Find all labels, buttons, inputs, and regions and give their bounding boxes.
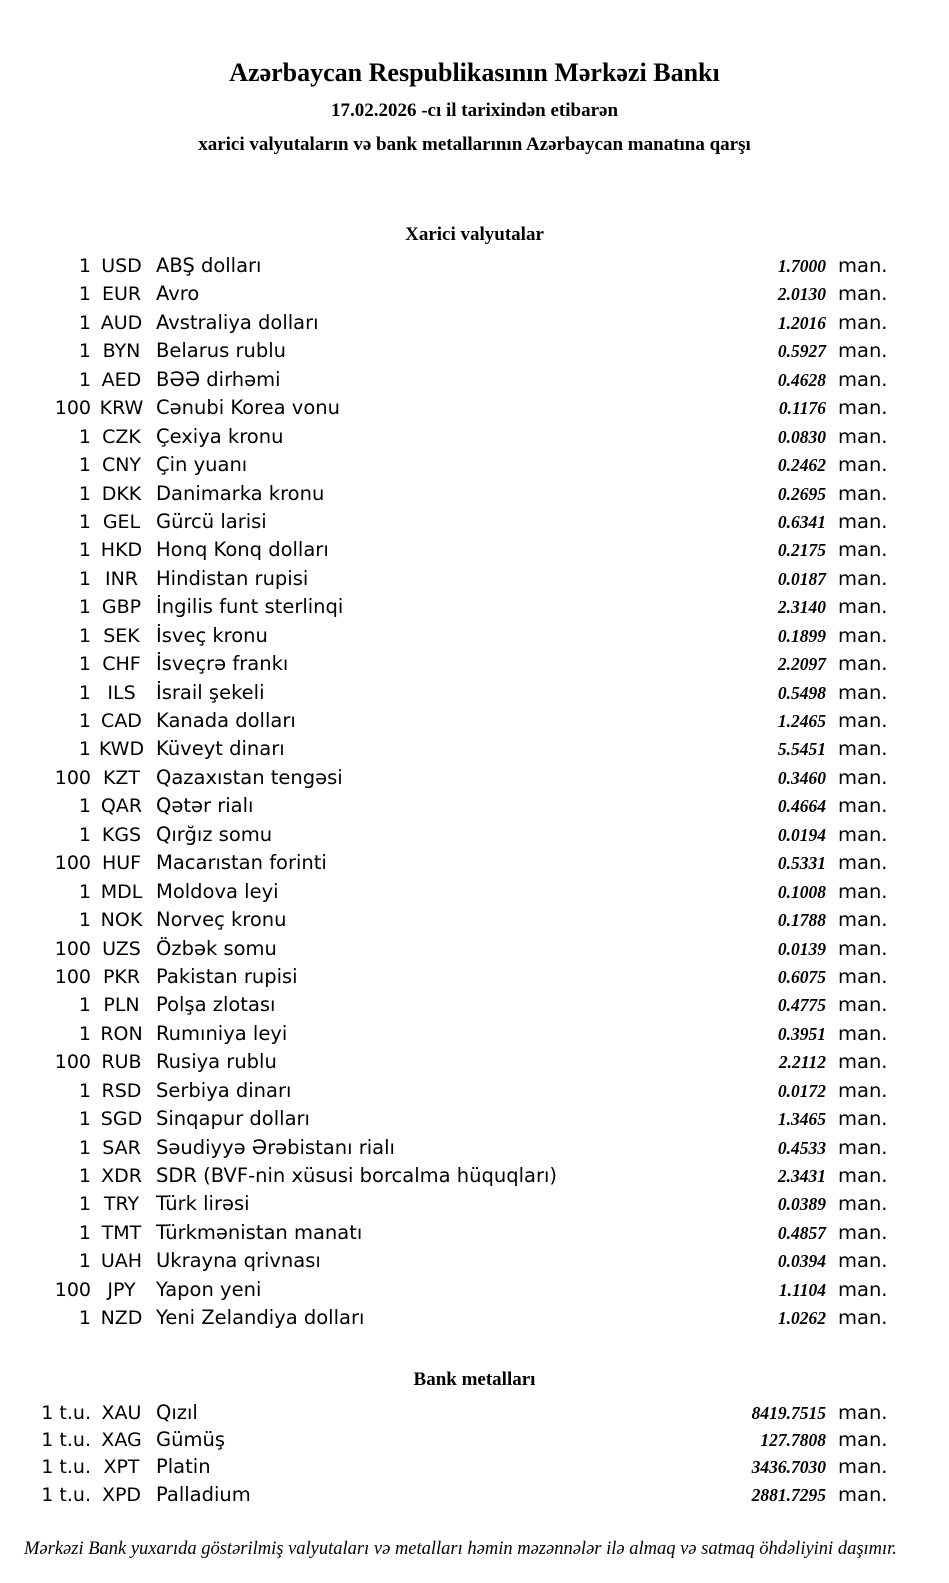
currency-quantity: 1 [78, 482, 91, 505]
currency-quantity: 1 [78, 255, 91, 277]
currency-row [0, 1162, 949, 1190]
currency-code: DKK [101, 482, 142, 505]
currency-unit-label: man. [838, 566, 888, 590]
currency-rate: 0.0139 [777, 938, 826, 959]
currency-rate: 0.0394 [777, 1251, 826, 1272]
metal-name: Palladium [156, 1482, 251, 1506]
currency-name: Qətər rialı [156, 794, 254, 818]
currency-unit-label: man. [838, 1192, 888, 1216]
currency-rate: 2.2112 [778, 1052, 826, 1073]
currency-code: BYN [102, 340, 141, 363]
currency-name: Çexiya kronu [156, 424, 284, 448]
currency-row [0, 650, 949, 678]
currency-name: Türk lirəsi [156, 1192, 250, 1216]
currency-code: UAH [100, 1250, 143, 1273]
currency-rate: 0.4857 [777, 1222, 826, 1243]
metal-code: XAG [101, 1429, 142, 1452]
currency-unit-label: man. [838, 424, 888, 448]
currency-name: Hindistan rupisi [156, 566, 309, 590]
currency-row [0, 878, 949, 906]
currency-name: Belarus rublu [156, 339, 287, 363]
metal-code: XAU [101, 1402, 142, 1424]
currency-name: Rumıniya leyi [156, 1021, 288, 1045]
currency-row [0, 480, 949, 508]
currency-quantity: 1 [78, 567, 91, 590]
currency-rate: 0.2462 [777, 455, 826, 476]
currency-quantity: 1 [78, 738, 91, 761]
currency-quantity: 1 [78, 880, 91, 903]
currency-row [0, 821, 949, 849]
currency-row [0, 1219, 949, 1247]
effective-date-line: 17.02.2026 -cı il tarixindən etibarən [330, 100, 619, 121]
currency-name: Norveç kronu [156, 908, 287, 932]
page-title: Azərbaycan Respublikasının Mərkəzi Bankı [229, 58, 720, 87]
metal-rate: 127.7808 [760, 1430, 826, 1451]
currency-quantity: 100 [54, 937, 91, 960]
currency-unit-label: man. [838, 1107, 888, 1131]
metal-quantity: 1 t.u. [41, 1429, 91, 1452]
disclaimer-text: Mərkəzi Bank yuxarıda göstərilmiş valyutaları və metalları həmin məzənnələr ilə almaq və satmaq öhdəliyini daşımır. [24, 1539, 897, 1559]
currency-code: PKR [102, 965, 141, 988]
currency-unit-label: man. [838, 509, 888, 533]
currency-rate: 1.2016 [777, 312, 826, 333]
currency-name: Küveyt dinarı [156, 737, 285, 761]
currency-code: HUF [101, 852, 142, 875]
currency-quantity: 1 [78, 624, 91, 647]
currency-row [0, 764, 949, 792]
currency-unit-label: man. [838, 1220, 888, 1244]
page-subtitle: xarici valyutaların və bank metallarının Azərbaycan manatına qarşı [198, 134, 751, 155]
currency-quantity: 100 [54, 1278, 91, 1301]
currency-rate: 0.0830 [777, 426, 826, 447]
currency-unit-label: man. [838, 908, 888, 932]
currency-name: Serbiya dinarı [156, 1078, 292, 1102]
currency-name: Rusiya rublu [156, 1050, 277, 1074]
currency-unit-label: man. [838, 1050, 888, 1074]
metal-row [0, 1453, 949, 1480]
currency-code: CAD [101, 710, 142, 732]
currency-name: Honq Konq dolları [156, 538, 329, 562]
currency-row [0, 508, 949, 536]
currency-row [0, 735, 949, 763]
currency-quantity: 1 [78, 510, 91, 533]
currency-quantity: 1 [78, 823, 91, 846]
currency-unit-label: man. [838, 794, 888, 818]
currency-code: SAR [102, 1136, 141, 1159]
currency-name: Polşa zlotası [156, 993, 276, 1017]
currency-unit-label: man. [838, 481, 888, 505]
currency-code: XDR [101, 1165, 142, 1187]
currency-code: RUB [101, 1051, 142, 1074]
currency-code: RON [100, 1022, 143, 1045]
currency-unit-label: man. [838, 1249, 888, 1273]
currency-row [0, 593, 949, 621]
currency-name: ABŞ dolları [156, 254, 262, 277]
currency-rate: 1.2465 [777, 711, 826, 731]
currency-name: İngilis funt sterlinqi [156, 595, 344, 619]
currency-row [0, 1276, 949, 1304]
currency-quantity: 1 [78, 681, 91, 704]
currency-quantity: 1 [78, 653, 91, 676]
currency-name: Macarıstan forinti [156, 851, 327, 875]
currency-row [0, 792, 949, 820]
currency-code: RSD [101, 1079, 142, 1102]
currency-name: SDR (BVF-nin xüsusi borcalma hüquqları) [156, 1164, 558, 1187]
currency-row [0, 337, 949, 365]
currency-quantity: 1 [78, 1136, 91, 1159]
currency-unit-label: man. [838, 1164, 888, 1187]
currency-row [0, 1134, 949, 1162]
currency-name: Qazaxıstan tengəsi [156, 765, 343, 789]
currency-unit-label: man. [838, 964, 888, 988]
currency-row [0, 622, 949, 650]
currency-rate: 2.0130 [777, 284, 826, 305]
currency-row [0, 423, 949, 451]
currency-rate: 0.1176 [778, 398, 826, 419]
currency-rate: 0.0194 [777, 824, 826, 845]
currency-row [0, 1077, 949, 1105]
currency-rate: 0.1008 [777, 881, 826, 902]
currency-unit-label: man. [838, 822, 888, 846]
currency-row [0, 1020, 949, 1048]
currency-quantity: 1 [78, 283, 91, 306]
currency-name: Səudiyyə Ərəbistanı rialı [156, 1135, 395, 1159]
currency-quantity: 1 [78, 1307, 91, 1330]
currency-rate: 0.4628 [777, 369, 826, 390]
metal-row [0, 1399, 949, 1426]
currency-code: EUR [101, 283, 142, 306]
currency-code: SEK [103, 624, 140, 647]
currency-quantity: 1 [78, 909, 91, 932]
currency-quantity: 1 [78, 454, 91, 477]
currency-name: Kanada dolları [156, 709, 296, 732]
metal-name: Gümüş [156, 1428, 225, 1452]
currency-quantity: 1 [78, 795, 91, 818]
currency-quantity: 1 [78, 425, 91, 448]
currency-rate: 2.2097 [777, 654, 826, 675]
currency-row [0, 366, 949, 394]
currency-code: GEL [102, 510, 141, 533]
currency-row [0, 565, 949, 593]
currency-rate: 1.3465 [777, 1109, 826, 1130]
metal-rate: 3436.7030 [751, 1457, 826, 1478]
currency-quantity: 1 [78, 1221, 91, 1244]
currency-unit-label: man. [838, 623, 888, 647]
currency-unit-label: man. [838, 1021, 888, 1045]
metal-unit-label: man. [838, 1401, 888, 1424]
currency-code: HKD [100, 539, 143, 562]
currency-unit-label: man. [838, 709, 888, 732]
currency-row [0, 280, 949, 308]
currency-code: NZD [100, 1307, 143, 1330]
currency-rate: 2.3431 [777, 1166, 826, 1186]
currency-quantity: 1 [78, 1193, 91, 1216]
currency-row [0, 252, 949, 280]
currency-quantity: 100 [54, 766, 91, 789]
currency-unit-label: man. [838, 282, 888, 306]
currency-rate: 2.3140 [777, 597, 826, 618]
currency-unit-label: man. [838, 851, 888, 875]
currency-rate: 0.1899 [777, 625, 826, 646]
currency-unit-label: man. [838, 453, 888, 477]
currency-unit-label: man. [838, 936, 888, 960]
currency-rate: 1.0262 [777, 1308, 826, 1329]
currency-rate: 0.5498 [777, 682, 826, 703]
metal-code: XPD [101, 1483, 142, 1506]
currency-quantity: 1 [78, 1079, 91, 1102]
currency-row [0, 963, 949, 991]
currency-name: İsveç kronu [156, 623, 268, 647]
currency-name: Avro [156, 282, 200, 306]
currency-unit-label: man. [838, 1135, 888, 1159]
currency-rate: 0.0389 [777, 1194, 826, 1215]
currency-code: INR [104, 567, 139, 590]
currency-code: TRY [103, 1193, 140, 1216]
currency-name: Yapon yeni [156, 1277, 262, 1301]
currency-name: Avstraliya dolları [156, 310, 319, 334]
currency-row [0, 1304, 949, 1332]
currency-row [0, 309, 949, 337]
metal-quantity: 1 t.u. [41, 1483, 91, 1506]
currency-row [0, 849, 949, 877]
currency-code: CZK [102, 425, 141, 448]
currency-code: KWD [98, 738, 145, 761]
currency-quantity: 1 [78, 994, 91, 1017]
currency-quantity: 100 [54, 397, 91, 420]
currency-rate: 0.4533 [777, 1137, 826, 1158]
currency-unit-label: man. [838, 652, 888, 676]
currency-name: Cənubi Korea vonu [156, 396, 340, 420]
currency-unit-label: man. [838, 396, 888, 420]
currency-rate: 0.4664 [777, 796, 826, 817]
currency-code: MDL [100, 880, 143, 903]
currency-name: Danimarka kronu [156, 481, 325, 505]
currency-quantity: 1 [78, 1022, 91, 1045]
currency-unit-label: man. [838, 1306, 888, 1330]
metal-code: XPT [103, 1456, 140, 1479]
currency-name: Sinqapur dolları [156, 1107, 310, 1131]
currency-code: AED [101, 368, 142, 391]
currency-name: Qırğız somu [156, 822, 273, 846]
currency-rate: 0.4775 [777, 995, 826, 1016]
currency-name: İsrail şekeli [156, 680, 265, 704]
currency-quantity: 100 [54, 1051, 91, 1074]
metal-rate: 2881.7295 [751, 1484, 826, 1505]
currency-rate: 5.5451 [777, 739, 826, 760]
currency-code: AUD [100, 311, 143, 334]
currency-row [0, 1190, 949, 1218]
metals-section-title: Bank metalları [413, 1369, 536, 1390]
currency-rate: 0.2175 [777, 540, 826, 561]
currency-quantity: 1 [78, 311, 91, 334]
currency-quantity: 100 [54, 965, 91, 988]
currency-rate: 1.1104 [778, 1279, 826, 1300]
currency-name: Moldova leyi [156, 879, 279, 903]
currency-rate: 0.6341 [777, 511, 826, 532]
currency-quantity: 1 [78, 539, 91, 562]
currencies-section-title: Xarici valyutalar [405, 224, 544, 245]
currency-name: İsveçrə frankı [156, 652, 289, 676]
currency-row [0, 394, 949, 422]
currency-quantity: 1 [78, 1165, 91, 1187]
currency-row [0, 991, 949, 1019]
currency-rate: 0.2695 [777, 483, 826, 504]
currency-name: Ukrayna qrivnası [156, 1249, 321, 1273]
currency-code: KZT [102, 766, 141, 789]
currency-unit-label: man. [838, 1277, 888, 1301]
currency-row [0, 679, 949, 707]
currency-row [0, 1105, 949, 1133]
currency-code: UZS [102, 937, 141, 960]
currency-unit-label: man. [838, 595, 888, 619]
currency-unit-label: man. [838, 737, 888, 761]
currencies-table [0, 252, 949, 1333]
currency-name: BƏƏ dirhəmi [156, 367, 281, 391]
currency-name: Pakistan rupisi [156, 964, 298, 988]
currency-rate: 0.3460 [777, 767, 826, 788]
currency-quantity: 1 [78, 1250, 91, 1273]
currency-unit-label: man. [838, 993, 888, 1017]
currency-code: USD [101, 255, 142, 277]
currency-name: Türkmənistan manatı [156, 1220, 363, 1244]
currency-rate: 1.7000 [777, 256, 826, 276]
currency-name: Çin yuanı [156, 453, 248, 477]
metal-row [0, 1481, 949, 1508]
currency-rate: 0.6075 [777, 966, 826, 987]
currency-row [0, 451, 949, 479]
metal-quantity: 1 t.u. [41, 1456, 91, 1479]
metal-unit-label: man. [838, 1428, 888, 1452]
metal-quantity: 1 t.u. [41, 1402, 91, 1424]
currency-code: TMT [101, 1221, 142, 1244]
currency-rate: 0.1788 [777, 910, 826, 931]
currency-unit-label: man. [838, 879, 888, 903]
currency-rate: 0.0187 [777, 568, 826, 589]
currency-code: CHF [102, 653, 141, 676]
currency-unit-label: man. [838, 339, 888, 363]
metals-table [0, 1399, 949, 1508]
currency-rate: 0.3951 [777, 1023, 826, 1044]
currency-code: CNY [101, 454, 142, 477]
metal-unit-label: man. [838, 1455, 888, 1479]
currency-quantity: 100 [54, 852, 91, 875]
currency-code: GBP [101, 596, 142, 619]
metal-name: Platin [156, 1455, 211, 1479]
currency-code: NOK [100, 909, 143, 932]
currency-row [0, 906, 949, 934]
currency-row [0, 1247, 949, 1275]
currency-code: ILS [107, 681, 136, 704]
currency-quantity: 1 [78, 1108, 91, 1131]
currency-unit-label: man. [838, 1078, 888, 1102]
metal-row [0, 1426, 949, 1453]
currency-unit-label: man. [838, 538, 888, 562]
metal-unit-label: man. [838, 1482, 888, 1506]
currency-code: JPY [107, 1278, 136, 1301]
currency-code: QAR [100, 795, 143, 818]
currency-row [0, 707, 949, 735]
currency-row [0, 536, 949, 564]
currency-quantity: 1 [78, 710, 91, 732]
currency-code: KRW [99, 397, 144, 420]
currency-unit-label: man. [838, 680, 888, 704]
currency-name: Yeni Zelandiya dolları [156, 1306, 365, 1330]
currency-name: Gürcü larisi [156, 509, 267, 533]
metal-name: Qızıl [156, 1401, 198, 1424]
currency-code: KGS [101, 823, 142, 846]
currency-rate: 0.5927 [777, 341, 826, 362]
currency-row [0, 1048, 949, 1076]
currency-quantity: 1 [78, 340, 91, 363]
metal-rate: 8419.7515 [751, 1403, 826, 1423]
currency-code: PLN [103, 994, 140, 1017]
currency-rate: 0.0172 [777, 1080, 826, 1101]
currency-rate: 0.5331 [777, 853, 826, 874]
currency-quantity: 1 [78, 368, 91, 391]
currency-quantity: 1 [78, 596, 91, 619]
currency-unit-label: man. [838, 310, 888, 334]
currency-unit-label: man. [838, 367, 888, 391]
currency-code: SGD [100, 1108, 143, 1131]
currency-row [0, 935, 949, 963]
currency-unit-label: man. [838, 254, 888, 277]
currency-unit-label: man. [838, 765, 888, 789]
currency-name: Özbək somu [156, 936, 277, 960]
